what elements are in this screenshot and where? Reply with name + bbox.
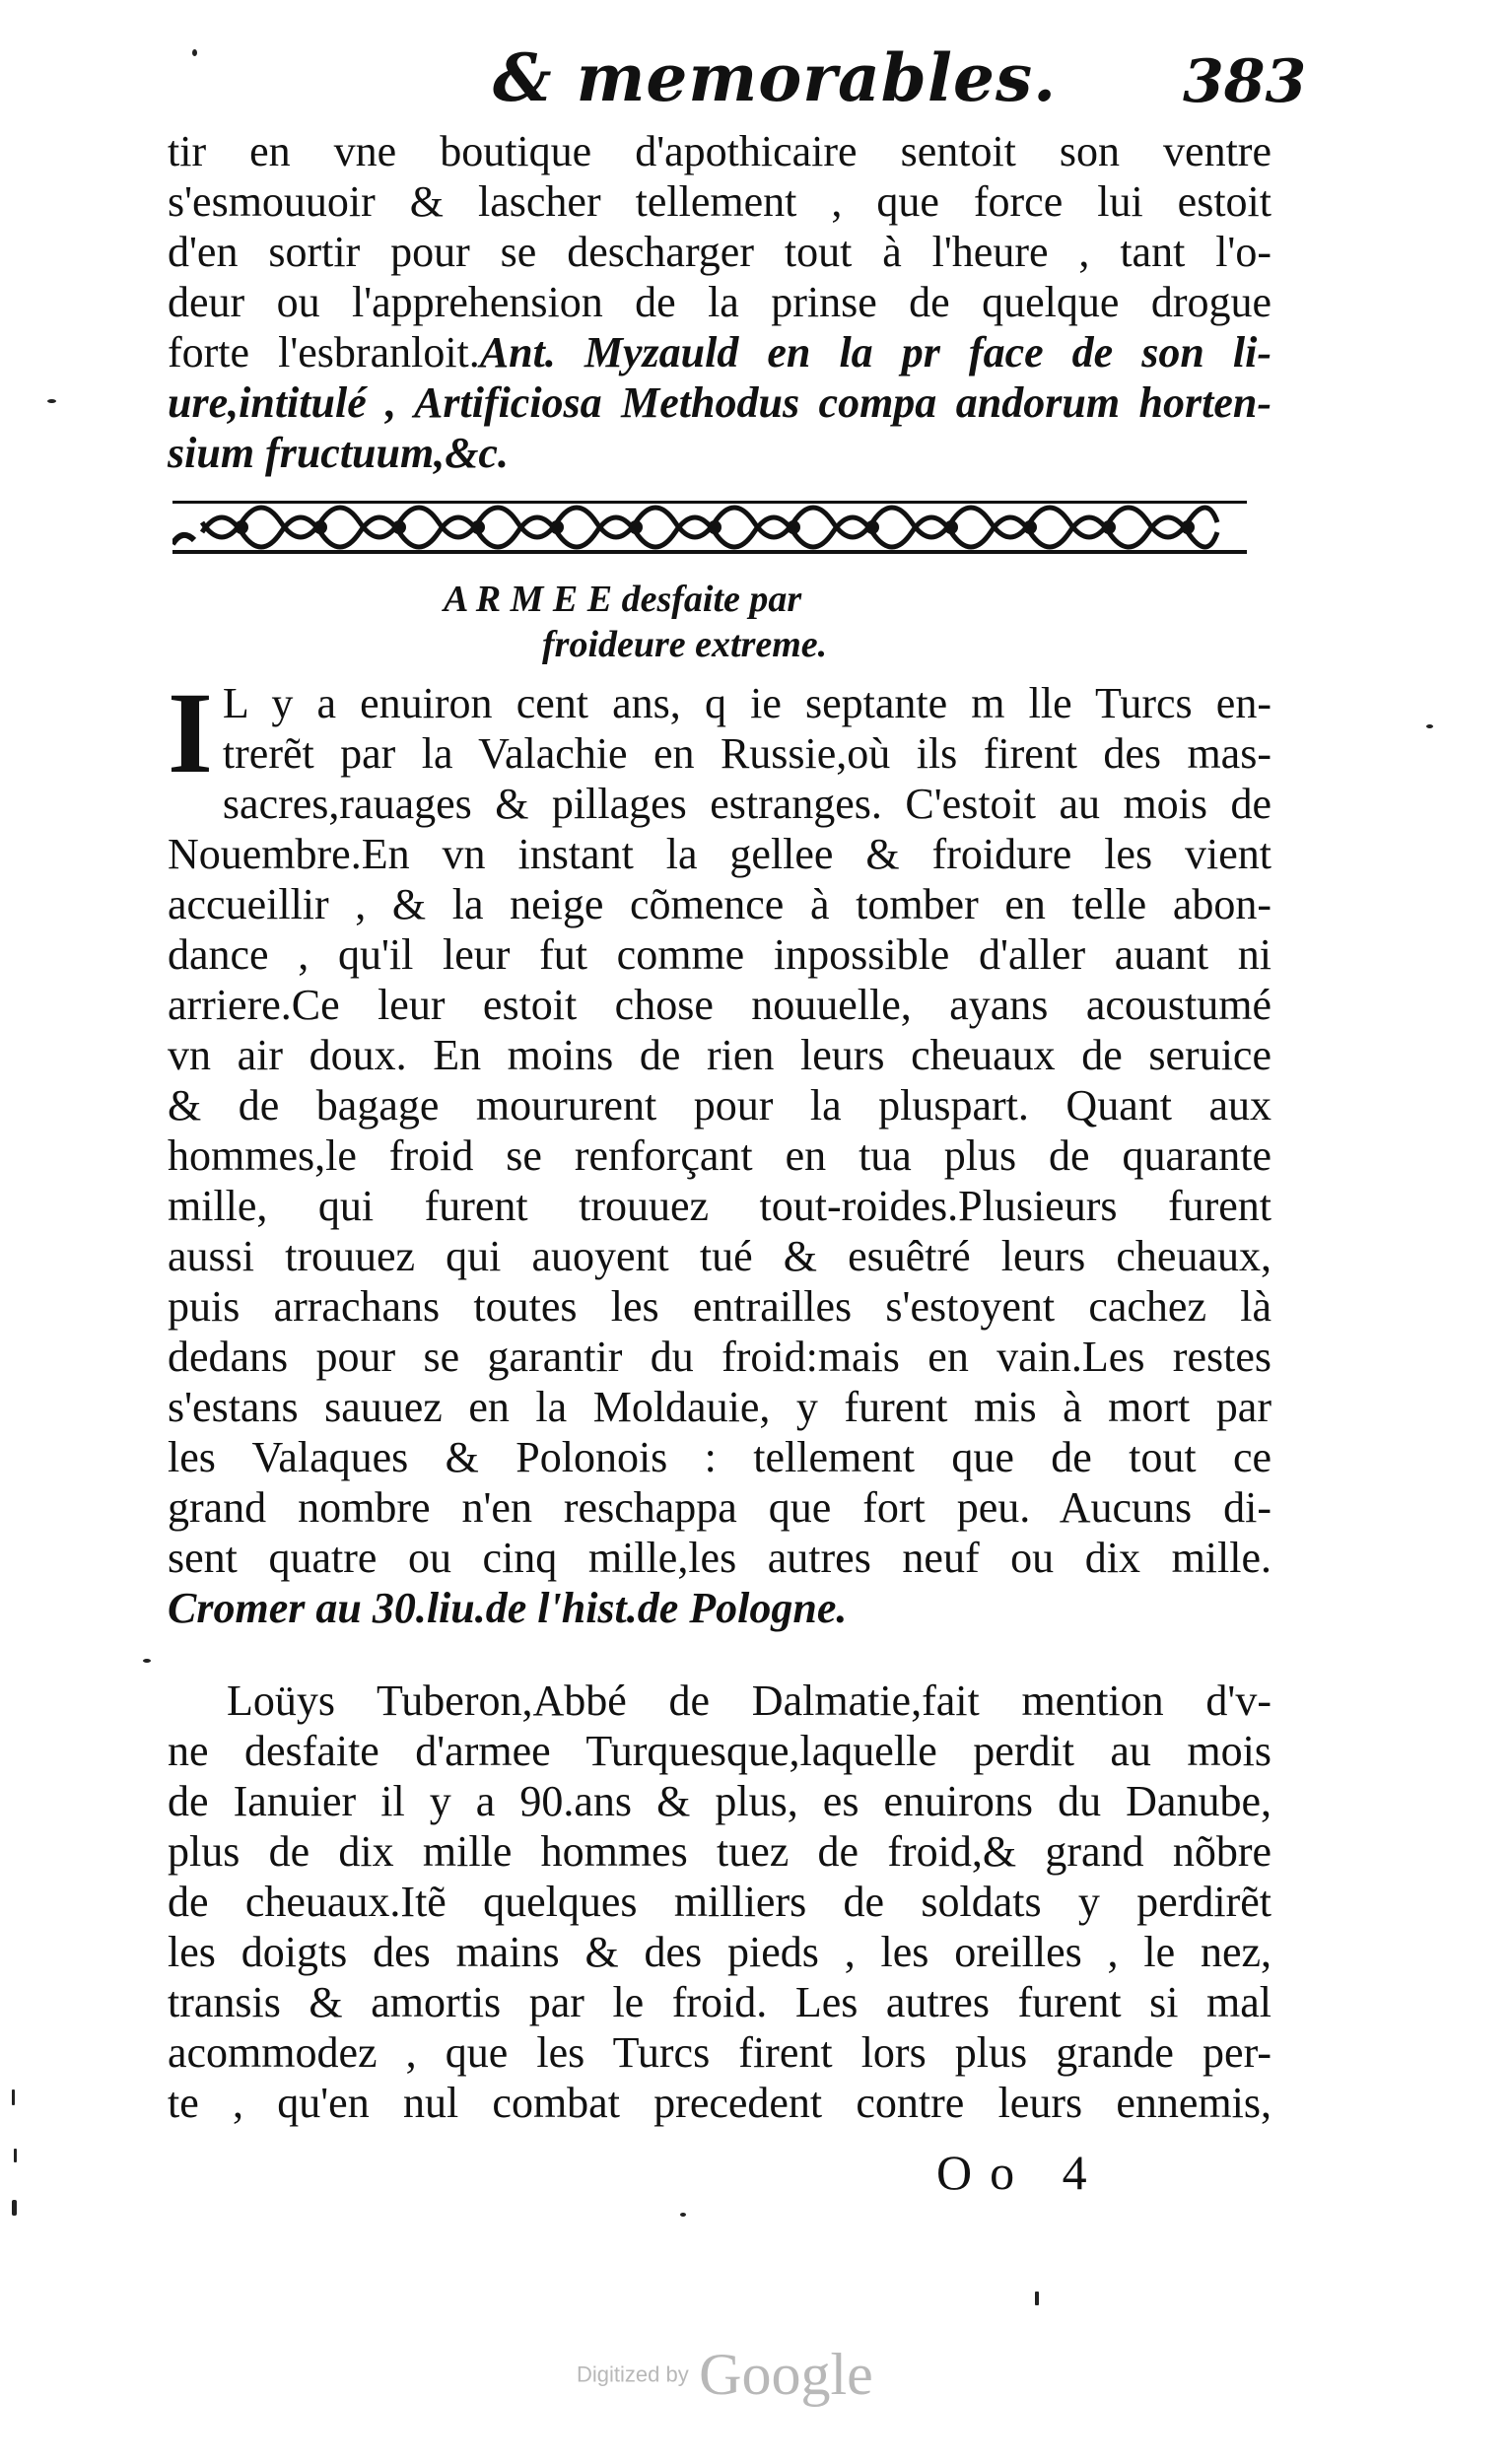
passage-line: tir en vne boutique d'apothicaire sentoit son ventre <box>168 127 1271 175</box>
passage-line: dance , qu'il leur fut comme inpossible d'aller auant ni <box>168 930 1271 979</box>
armee-passage <box>168 668 1271 1633</box>
heading-line: A R M E E desfaite par <box>444 579 802 620</box>
passage-line: sacres,rauages & pillages estranges. C'estoit au mois de <box>222 780 1271 828</box>
signature-mark: Oo 4 <box>936 2145 1105 2200</box>
ink-speck <box>1035 2292 1039 2305</box>
ink-speck <box>14 2149 17 2162</box>
tuberon-passage <box>168 1676 1271 2128</box>
passage-line: hommes,le froid se renforçant en tua plus de quarante <box>168 1131 1271 1180</box>
passage-line: aussi trouuez qui auoyent tué & esuêtré leurs cheuaux, <box>168 1232 1271 1280</box>
ink-speck <box>12 2200 17 2216</box>
passage-line: les doigts des mains & des pieds , les oreilles , le nez, <box>168 1928 1271 1976</box>
ink-speck <box>1426 724 1433 728</box>
top-passage <box>168 126 1271 478</box>
passage-line: mille, qui furent trouuez tout-roides.Plusieurs furent <box>168 1182 1271 1230</box>
section-heading <box>444 577 1055 667</box>
passage-line: accueillir , & la neige cõmence à tomber en telle abon- <box>168 880 1271 928</box>
ink-speck <box>680 2213 686 2217</box>
passage-line-end: forte l'esbranloit. <box>168 328 480 376</box>
passage-line: de Ianuier il y a 90.ans & plus, es enuirons du Danube, <box>168 1777 1271 1825</box>
passage-line: deur ou l'apprehension de la prinse de quelque drogue <box>168 278 1271 326</box>
passage-line: acommodez , que les Turcs firent lors plus grande per- <box>168 2028 1271 2077</box>
running-title: & memorables. <box>493 39 1058 116</box>
watermark-logo: Google <box>699 2342 873 2407</box>
passage-line: s'estans sauuez en la Moldauie, y furent mis à mort par <box>168 1383 1271 1431</box>
passage-line: sent quatre ou cinq mille,les autres neuf ou dix mille. <box>168 1534 1271 1582</box>
passage-line: Loüys Tuberon,Abbé de Dalmatie,fait mention d'v- <box>227 1677 1271 1725</box>
passage-line: trerẽt par la Valachie en Russie,où ils firent des mas- <box>222 729 1271 778</box>
passage-line: ne desfaite d'armee Turquesque,laquelle perdit au mois <box>168 1727 1271 1775</box>
citation-lead: Ant. Myzauld en la pr face de son li- <box>479 328 1272 376</box>
watermark-prefix: Digitized by <box>577 2361 689 2387</box>
passage-line: Nouembre.En vn instant la gellee & froidure les vient <box>168 830 1271 878</box>
page-number: 383 <box>1183 47 1307 116</box>
citation-line: Cromer au 30.liu.de l'hist.de Pologne. <box>168 1584 848 1632</box>
digitization-watermark <box>577 2341 873 2409</box>
ink-speck <box>12 2089 15 2105</box>
passage-line: grand nombre n'en reschappa que fort peu. Aucuns di- <box>168 1483 1271 1532</box>
passage-line: puis arrachans toutes les entrailles s'estoyent cachez là <box>168 1282 1271 1331</box>
decorative-ornament-band <box>172 493 1247 562</box>
passage-line: plus de dix mille hommes tuez de froid,& grand nõbre <box>168 1827 1271 1876</box>
citation-line: sium fructuum,&c. <box>168 429 509 477</box>
passage-line: de cheuaux.Itẽ quelques milliers de soldats y perdirẽt <box>168 1878 1271 1926</box>
passage-line: vn air doux. En moins de rien leurs cheuaux de seruice <box>168 1031 1271 1079</box>
passage-line: te , qu'en nul combat precedent contre leurs ennemis, <box>168 2079 1271 2127</box>
passage-line: & de bagage moururent pour la pluspart. Quant aux <box>168 1081 1271 1129</box>
ink-speck <box>143 1659 151 1663</box>
passage-line: transis & amortis par le froid. Les autres furent si mal <box>168 1978 1271 2026</box>
passage-line-with-citation <box>168 327 1271 377</box>
passage-line: dedans pour se garantir du froid:mais en vain.Les restes <box>168 1333 1271 1381</box>
passage-line: s'esmouuoir & lascher tellement , que force lui estoit <box>168 177 1271 226</box>
passage-line: les Valaques & Polonois : tellement que de tout ce <box>168 1433 1271 1481</box>
ink-speck <box>47 399 56 403</box>
ink-speck <box>192 49 197 56</box>
citation-line: ure,intitulé , Artificiosa Methodus compa andorum horten- <box>168 378 1271 427</box>
heading-line: froideure extreme. <box>542 624 828 665</box>
passage-line: L y a enuiron cent ans, q ie septante m lle Turcs en- <box>222 679 1271 727</box>
drop-cap: I <box>168 668 213 797</box>
passage-line: arriere.Ce leur estoit chose nouuelle, ayans acoustumé <box>168 981 1271 1029</box>
passage-line: d'en sortir pour se descharger tout à l'heure , tant l'o- <box>168 228 1271 276</box>
